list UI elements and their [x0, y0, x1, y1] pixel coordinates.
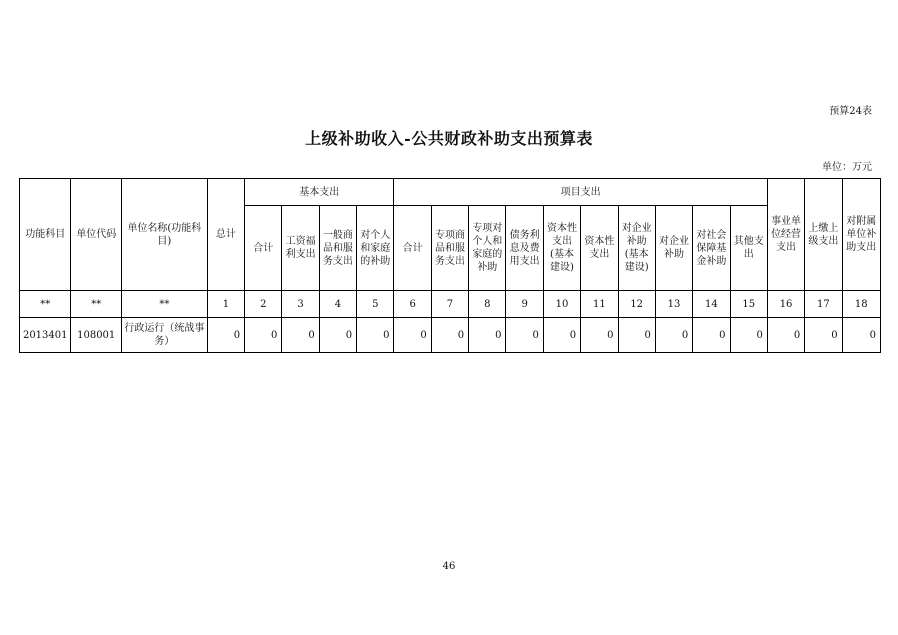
index-cell: 9: [506, 291, 543, 318]
index-cell: 7: [431, 291, 468, 318]
page-code: 预算24表: [829, 106, 872, 117]
header-basic-sub: 合计: [245, 206, 282, 291]
header-project-sub: 资本性支出(基本建设): [543, 206, 580, 291]
header-project-sub: 其他支出: [730, 206, 767, 291]
index-cell: 17: [805, 291, 842, 318]
index-cell: 4: [319, 291, 356, 318]
budget-table: [19, 178, 881, 353]
index-cell: 16: [767, 291, 804, 318]
header-project-sub: 专项商品和服务支出: [431, 206, 468, 291]
index-cell: 6: [394, 291, 431, 318]
header-project-sub: 合计: [394, 206, 431, 291]
header-project-sub: 对社会保障基金补助: [693, 206, 730, 291]
index-cell: 14: [693, 291, 730, 318]
header-project-sub: 对企业补助(基本建设): [618, 206, 655, 291]
page-number: 46: [442, 561, 456, 572]
header-basic-expense: 基本支出: [245, 179, 394, 206]
value-cell: 0: [319, 318, 356, 353]
header-func-subject: 功能科目: [20, 179, 71, 291]
header-project-sub: 对企业补助: [655, 206, 692, 291]
header-project-sub: 专项对个人和家庭的补助: [469, 206, 506, 291]
index-cell: 18: [842, 291, 880, 318]
index-cell: 8: [469, 291, 506, 318]
header-row-group: [20, 179, 881, 206]
value-cell: 0: [245, 318, 282, 353]
index-cell: **: [71, 291, 121, 318]
value-cell: 0: [543, 318, 580, 353]
header-unit-name: 单位名称(功能科目): [121, 179, 207, 291]
index-cell: 15: [730, 291, 767, 318]
value-cell: 0: [506, 318, 543, 353]
unit-label: 单位：万元: [822, 162, 872, 173]
value-cell: 0: [207, 318, 244, 353]
header-project-sub: 资本性支出: [581, 206, 618, 291]
header-basic-sub: 一般商品和服务支出: [319, 206, 356, 291]
value-cell: 0: [394, 318, 431, 353]
index-cell: 11: [581, 291, 618, 318]
index-cell: 3: [282, 291, 319, 318]
index-cell: 2: [245, 291, 282, 318]
page-title: 上级补助收入-公共财政补助支出预算表: [305, 129, 593, 148]
index-cell: **: [121, 291, 207, 318]
func-code-cell: 2013401: [20, 318, 71, 353]
unit-code-cell: 108001: [71, 318, 121, 353]
header-basic-sub: 对个人和家庭的补助: [357, 206, 394, 291]
value-cell: 0: [357, 318, 394, 353]
value-cell: 0: [805, 318, 842, 353]
value-cell: 0: [282, 318, 319, 353]
table-row: [20, 318, 881, 353]
header-total: 总计: [207, 179, 244, 291]
header-project-expense: 项目支出: [394, 179, 767, 206]
header-affiliated-expense: 对附属单位补助支出: [842, 179, 880, 291]
value-cell: 0: [469, 318, 506, 353]
value-cell: 0: [767, 318, 804, 353]
value-cell: 0: [693, 318, 730, 353]
index-cell: **: [20, 291, 71, 318]
index-cell: 1: [207, 291, 244, 318]
header-basic-sub: 工资福利支出: [282, 206, 319, 291]
value-cell: 0: [618, 318, 655, 353]
header-unit-code: 单位代码: [71, 179, 121, 291]
header-project-sub: 债务利息及费用支出: [506, 206, 543, 291]
value-cell: 0: [431, 318, 468, 353]
index-cell: 5: [357, 291, 394, 318]
unit-name-cell: 行政运行（统战事务）: [121, 318, 207, 353]
header-upper-expense: 上缴上级支出: [805, 179, 842, 291]
header-business-expense: 事业单位经营支出: [767, 179, 804, 291]
index-row: [20, 291, 881, 318]
value-cell: 0: [581, 318, 618, 353]
index-cell: 10: [543, 291, 580, 318]
index-cell: 12: [618, 291, 655, 318]
value-cell: 0: [730, 318, 767, 353]
value-cell: 0: [842, 318, 880, 353]
index-cell: 13: [655, 291, 692, 318]
value-cell: 0: [655, 318, 692, 353]
